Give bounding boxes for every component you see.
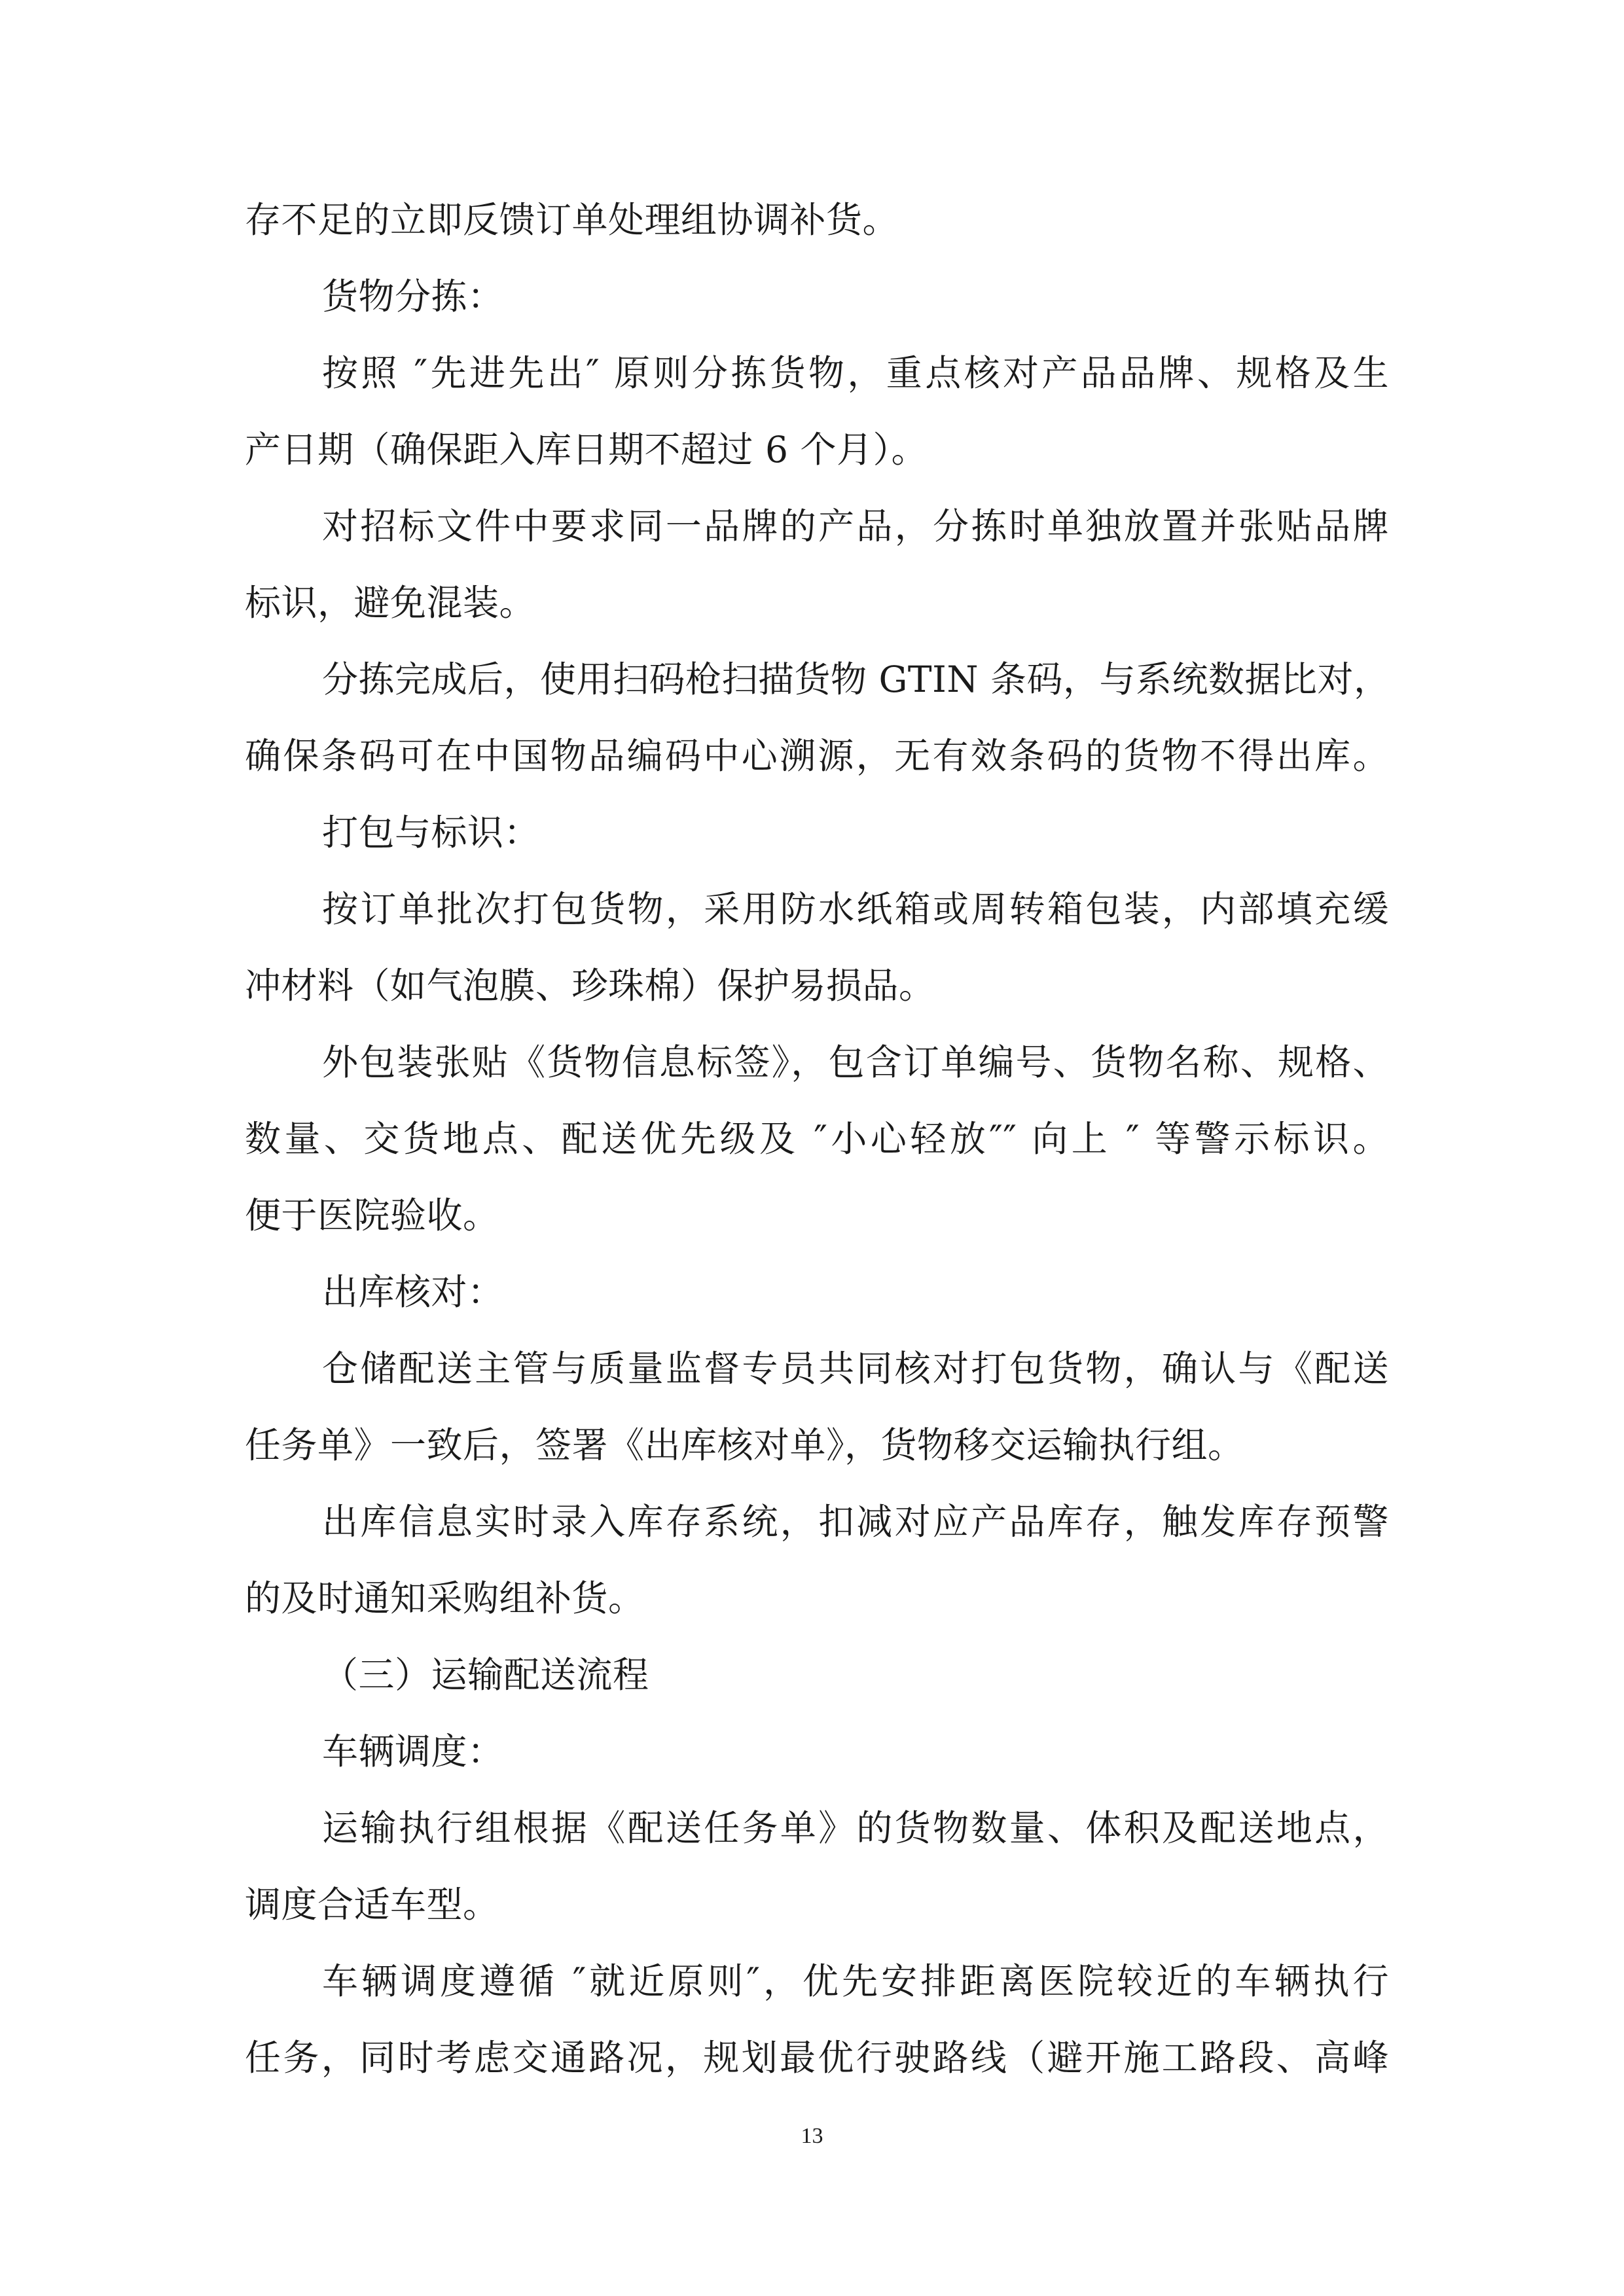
- text-line: 出库信息实时录入库存系统，扣减对应产品库存，触发库存预警: [322, 1501, 1389, 1543]
- text-line: 任务，同时考虑交通路况，规划最优行驶路线（避开施工路段、高峰: [245, 2037, 1389, 2079]
- text-line: 分拣完成后，使用扫码枪扫描货物 GTIN 条码，与系统数据比对，: [322, 658, 1390, 700]
- text-line: 对招标文件中要求同一品牌的产品，分拣时单独放置并张贴品牌: [322, 505, 1389, 547]
- subheading: 车辆调度：: [322, 1731, 504, 1772]
- subheading: 货物分拣：: [322, 276, 504, 317]
- body-text: [245, 182, 1389, 2096]
- text-line: 运输执行组根据《配送任务单》的货物数量、体积及配送地点，: [322, 1807, 1389, 1849]
- text-line: 确保条码可在中国物品编码中心溯源，无有效条码的货物不得出库。: [245, 735, 1389, 777]
- text-line: 数量、交货地点、配送优先级及 ″小心轻放″″ 向上 ″ 等警示标识。: [245, 1118, 1389, 1160]
- page-number: 13: [801, 2124, 823, 2148]
- text-line: 冲材料（如气泡膜、珍珠棉）保护易损品。: [245, 965, 935, 1007]
- subheading: 打包与标识：: [322, 812, 541, 853]
- text-line: 车辆调度遵循 ″就近原则″，优先安排距离医院较近的车辆执行: [322, 1960, 1389, 2002]
- text-line: 按照 ″先进先出″ 原则分拣货物，重点核对产品品牌、规格及生: [322, 352, 1389, 394]
- text-line: 仓储配送主管与质量监督专员共同核对打包货物，确认与《配送: [322, 1348, 1389, 1390]
- text-line: 任务单》一致后，签署《出库核对单》，货物移交运输执行组。: [245, 1424, 1244, 1466]
- text-line: 外包装张贴《货物信息标签》，包含订单编号、货物名称、规格、: [322, 1041, 1389, 1083]
- text-line: 标识，避免混装。: [245, 582, 536, 624]
- text-line: 调度合适车型。: [245, 1884, 499, 1926]
- text-line: 按订单批次打包货物，采用防水纸箱或周转箱包装，内部填充缓: [322, 888, 1389, 930]
- text-line: 产日期（确保距入库日期不超过 6 个月）。: [245, 429, 928, 471]
- section-heading: （三）运输配送流程: [322, 1654, 649, 1696]
- text-line: 便于医院验收。: [245, 1194, 499, 1236]
- text-line: 存不足的立即反馈订单处理组协调补货。: [245, 199, 899, 241]
- subheading: 出库核对：: [322, 1271, 504, 1313]
- text-line: 的及时通知采购组补货。: [245, 1577, 645, 1619]
